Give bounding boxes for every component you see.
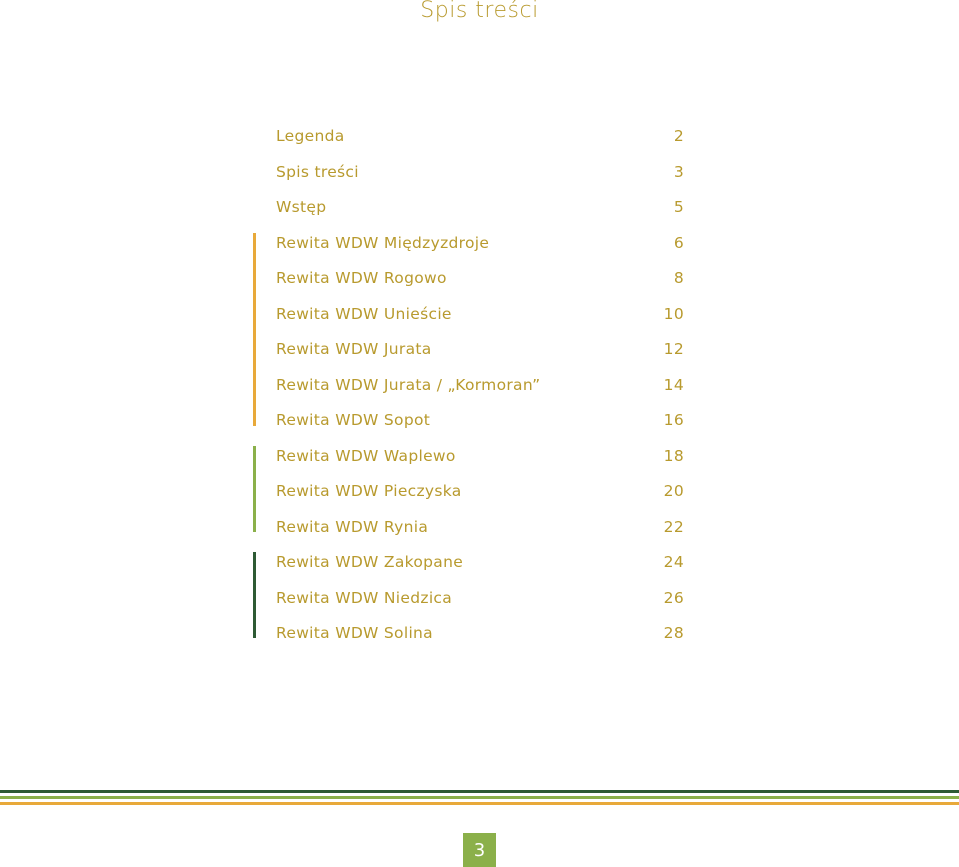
toc-entry[interactable]	[276, 375, 686, 411]
footer-stripe-light-green	[0, 796, 959, 799]
toc-entry[interactable]	[276, 162, 686, 198]
toc-entry-page: 26	[663, 588, 684, 607]
toc-entry-page: 28	[663, 624, 684, 642]
toc-entry-page: 6	[673, 233, 684, 252]
toc-entry-page: 8	[673, 269, 684, 287]
toc-entry-label: Rewita WDW Jurata	[276, 340, 432, 358]
page-number-badge: 3	[463, 833, 496, 867]
toc-entry-label: Rewita WDW Pieczyska	[276, 482, 462, 500]
toc-entry-page: 5	[673, 198, 684, 216]
toc-entry-label: Rewita WDW Unieście	[276, 304, 452, 323]
footer-stripe-dark-green	[0, 790, 959, 793]
section-bar-seaside	[253, 233, 256, 426]
toc-entry[interactable]	[276, 197, 686, 233]
section-bar-mountains	[253, 552, 256, 638]
toc-entry-page: 24	[663, 553, 684, 571]
toc-entry-label: Spis treści	[276, 162, 359, 181]
toc-entry[interactable]	[276, 304, 686, 340]
toc-entry[interactable]	[276, 517, 686, 553]
toc-entry-page: 18	[663, 446, 684, 465]
footer-stripe-orange	[0, 802, 959, 805]
toc-entry-page: 12	[663, 340, 684, 358]
toc-entry-page: 2	[673, 127, 684, 145]
toc-entry-page: 3	[673, 162, 684, 181]
toc-entry-label: Wstęp	[276, 198, 327, 216]
toc-entry[interactable]	[276, 233, 686, 269]
toc-entry-page: 10	[663, 304, 684, 323]
page-title: Spis treści	[420, 0, 539, 23]
toc-entry-label: Rewita WDW Waplewo	[276, 446, 456, 465]
toc-entry-label: Rewita WDW Rynia	[276, 517, 429, 536]
toc-entry[interactable]	[276, 588, 686, 624]
toc-entry-label: Rewita WDW Niedzica	[276, 588, 453, 607]
toc-entry[interactable]	[276, 481, 686, 517]
toc-entry-label: Rewita WDW Zakopane	[276, 553, 464, 571]
toc-entry-page: 14	[663, 375, 684, 394]
toc-entry[interactable]	[276, 339, 686, 375]
toc-entry-page: 16	[663, 411, 684, 429]
toc-entry[interactable]	[276, 126, 686, 162]
toc-entry[interactable]	[276, 446, 686, 482]
toc-entry[interactable]	[276, 552, 686, 588]
toc-entry-page: 22	[663, 517, 684, 536]
toc-entry-label: Rewita WDW Jurata / „Kormoran”	[276, 375, 541, 394]
section-bar-lakes	[253, 446, 256, 532]
toc-entry-page: 20	[663, 482, 684, 500]
toc-entry[interactable]	[276, 623, 686, 659]
toc-entry[interactable]	[276, 410, 686, 446]
toc-entry-label: Legenda	[276, 127, 345, 145]
toc-entry-label: Rewita WDW Rogowo	[276, 269, 447, 287]
toc-entry-label: Rewita WDW Międzyzdroje	[276, 233, 490, 252]
toc-entry-label: Rewita WDW Sopot	[276, 411, 431, 429]
toc-entry[interactable]	[276, 268, 686, 304]
table-of-contents	[276, 126, 686, 659]
toc-entry-label: Rewita WDW Solina	[276, 624, 433, 642]
